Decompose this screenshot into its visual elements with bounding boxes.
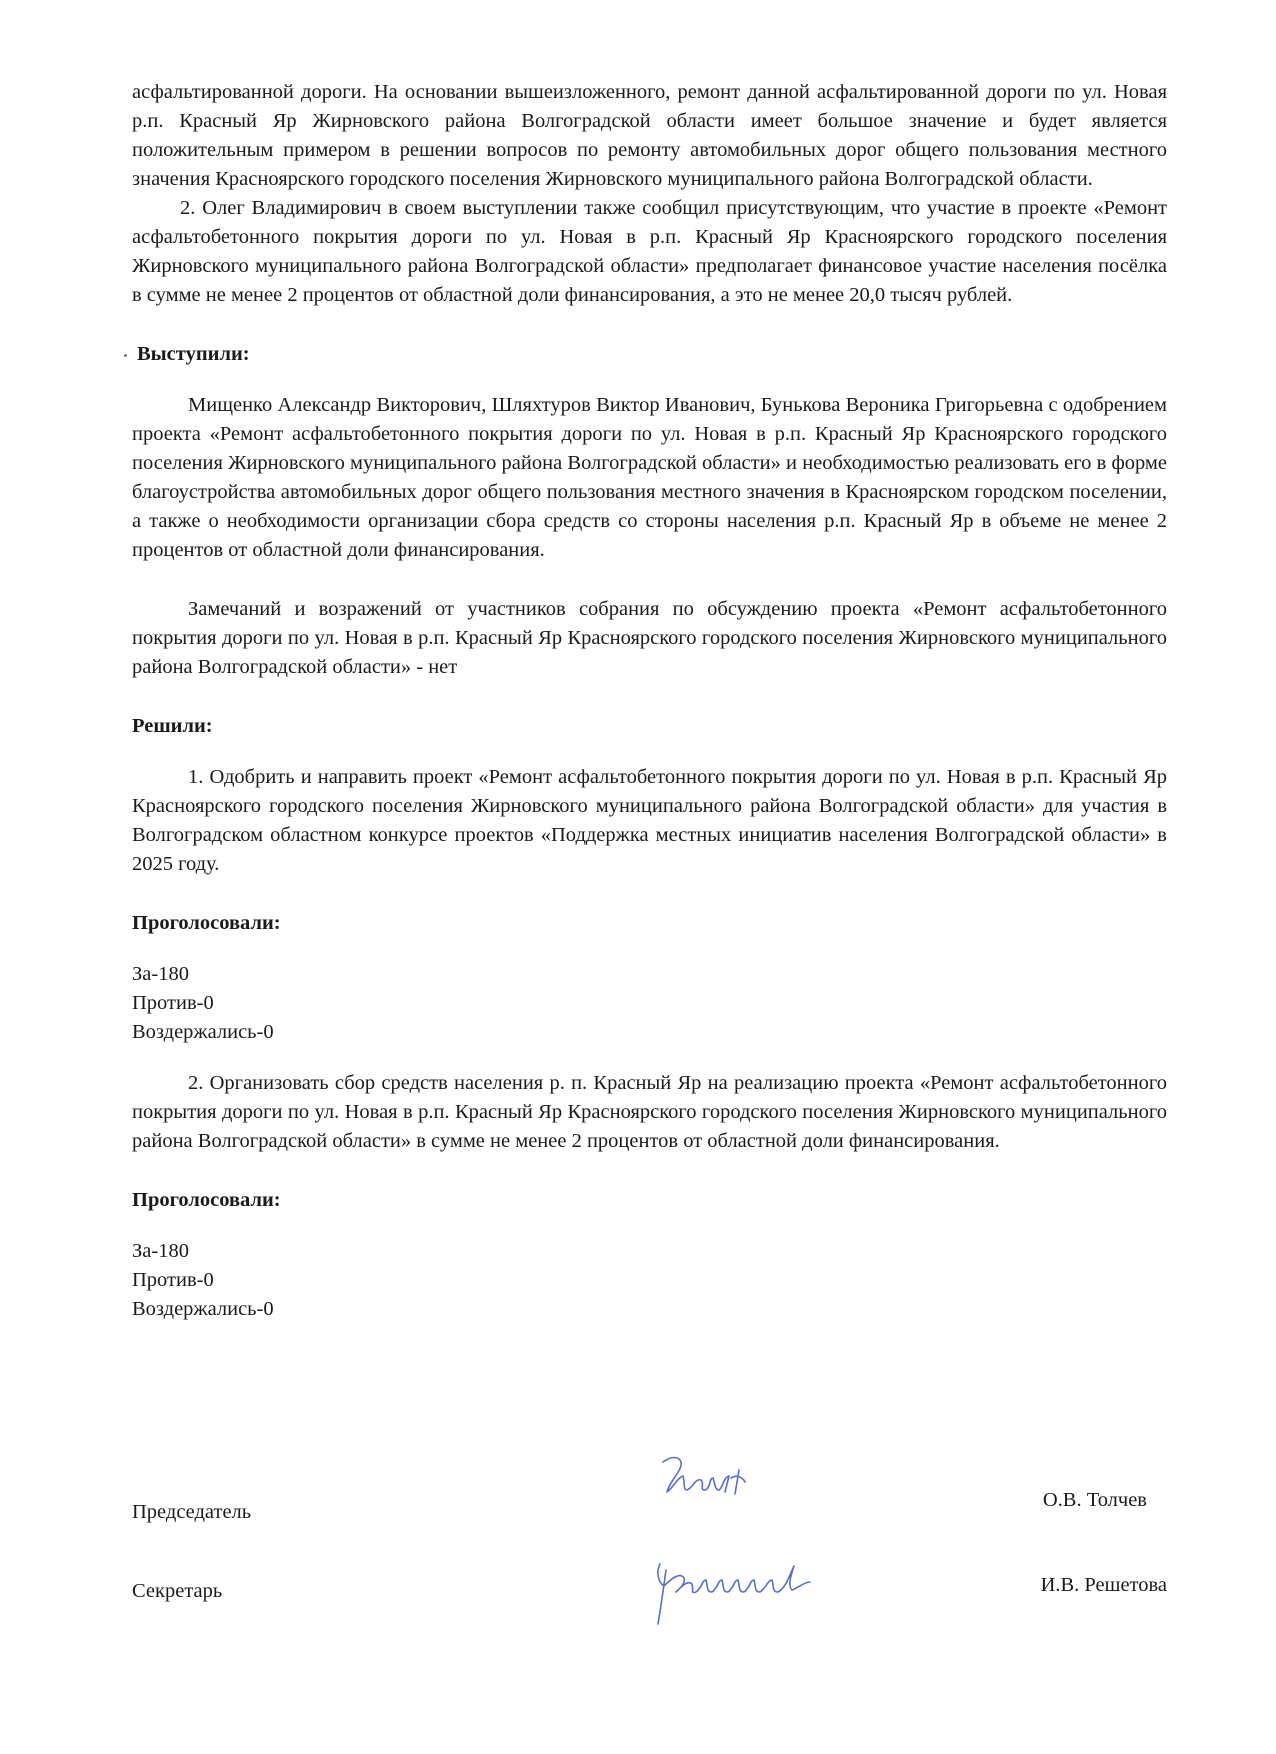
vote2-against: Против-0: [132, 1269, 214, 1291]
vote2-for: За-180: [132, 1240, 189, 1262]
vote1-against: Против-0: [132, 992, 214, 1014]
decision2-paragraph: 2. Организовать сбор средств населения р. п. Красный Яр на реализацию проекта «Ремонт асфальтобетонного покрытия дороги по ул. Новая в р.п. Красный Яр Красноярского городского поселения Жирновского муниципального района Волгоградской области» в сумме не менее 2 процентов от областной доли финансирования.: [132, 1072, 1167, 1152]
chair-signature-drawing: [655, 1448, 765, 1508]
secretary-role: Секретарь: [132, 1580, 223, 1602]
spoke-heading-text: Выступили:: [137, 343, 250, 365]
remarks-paragraph: Замечаний и возражений от участников собрания по обсуждению проекта «Ремонт асфальтобетонного покрытия дороги по ул. Новая в р.п. Красный Яр Красноярского городского поселения Жирновского муниципального района Волгоградской области» - нет: [132, 598, 1167, 678]
vote1-abstained: Воздержались-0: [132, 1021, 274, 1043]
spoke-paragraph: Мищенко Александр Викторович, Шляхтуров Виктор Иванович, Бунькова Вероника Григорьевна с одобрением проекта «Ремонт асфальтобетонного покрытия дороги по ул. Новая в р.п. Красный Яр Красноярского городского поселения Жирновского муниципального района Волгоградской области» и необходимостью реализовать его в форме благоустройства автомобильных дорог общего пользования местного значения в Красноярском городском поселении, а также о необходимости организации сбора средств со стороны населения р.п. Красный Яр в объеме не менее 2 процентов от областной доли финансирования.: [132, 394, 1167, 561]
chair-role: Председатель: [132, 1501, 252, 1523]
vote1-heading: Проголосовали:: [132, 912, 281, 934]
intro-paragraph: асфальтированной дороги. На основании вышеизложенного, ремонт данной асфальтированной дороги по ул. Новая р.п. Красный Яр Жирновского района Волгоградской области имеет большое значение и будет является положительным примером в решении вопросов по ремонту автомобильных дорог общего пользования местного значения Красноярского городского поселения Жирновского муниципального района Волгоградской области.: [132, 81, 1167, 190]
vote2-heading: Проголосовали:: [132, 1189, 281, 1211]
secretary-name: И.В. Решетова: [1040, 1574, 1167, 1596]
decision1-paragraph: 1. Одобрить и направить проект «Ремонт асфальтобетонного покрытия дороги по ул. Новая в р.п. Красный Яр Красноярского городского поселения Жирновского муниципального района Волгоградской области» для участия в Волгоградском областном конкурсе проектов «Поддержка местных инициатив населения Волгоградской области» в 2025 году.: [132, 766, 1167, 875]
decided-heading: Решили:: [132, 715, 213, 737]
item2-paragraph: 2. Олег Владимирович в своем выступлении также сообщил присутствующим, что участие в проекте «Ремонт асфальтобетонного покрытия дороги по ул. Новая в р.п. Красный Яр Красноярского городского поселения Жирновского муниципального района Волгоградской области» предполагает финансовое участие населения посёлка в сумме не менее 2 процентов от областной доли финансирования, а это не менее 20,0 тысяч рублей.: [132, 197, 1167, 306]
vote2-abstained: Воздержались-0: [132, 1298, 274, 1320]
chair-name: О.В. Толчев: [1042, 1489, 1147, 1511]
secretary-signature-drawing: [650, 1552, 850, 1632]
document-body: [132, 78, 1167, 1324]
spoke-heading: [132, 340, 1167, 369]
chair-signature-row: [132, 1489, 1167, 1533]
vote1-for: За-180: [132, 963, 189, 985]
scan-speck: [124, 354, 127, 357]
